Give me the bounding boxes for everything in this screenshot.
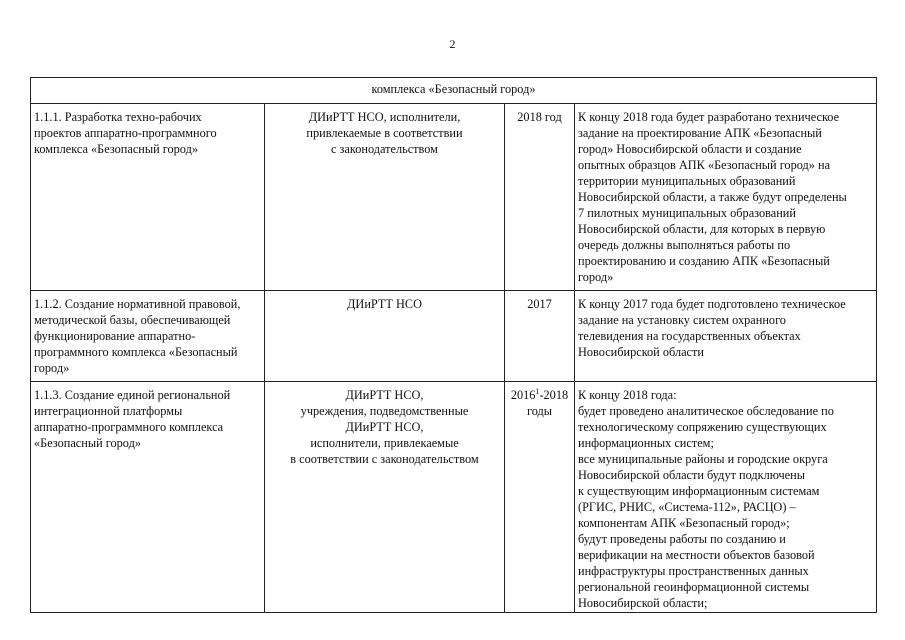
task-line: программного комплекса «Безопасный xyxy=(34,345,238,359)
result-line: (РГИС, РНИС, «Система-112», РАСЦО) – xyxy=(578,500,796,514)
result-line: 7 пилотных муниципальных образований xyxy=(578,206,796,220)
task-cell xyxy=(31,291,265,382)
task-line: «Безопасный город» xyxy=(34,436,141,450)
task-cell xyxy=(31,382,265,613)
table-row xyxy=(31,382,877,613)
executor-line: учреждения, подведомственные xyxy=(300,404,469,418)
task-line: 1.1.3. Создание единой региональной xyxy=(34,388,231,402)
result-line: будут проведены работы по созданию и xyxy=(578,532,786,546)
result-cell xyxy=(575,291,877,382)
term-cell xyxy=(505,382,575,613)
footnote-marker: 1 xyxy=(535,386,540,396)
term-line: годы xyxy=(526,404,553,418)
result-line: технологическому сопряжению существующих xyxy=(578,420,827,434)
task-line: город» xyxy=(34,361,70,375)
executors-cell xyxy=(265,291,505,382)
term-line xyxy=(508,387,571,403)
result-line: проектированию и созданию АПК «Безопасный xyxy=(578,254,830,268)
result-line: территории муниципальных образований xyxy=(578,174,796,188)
executor-line: ДИиРТТ НСО xyxy=(347,297,422,311)
result-line: Новосибирской области xyxy=(578,345,704,359)
result-cell xyxy=(575,104,877,291)
page-number: 2 xyxy=(449,37,456,51)
task-line: методической базы, обеспечивающей xyxy=(34,313,231,327)
result-line: город» xyxy=(578,270,614,284)
task-line: проектов аппаратно-программного xyxy=(34,126,217,140)
executor-line: ДИиРТТ НСО, xyxy=(345,388,424,402)
term-cell xyxy=(505,104,575,291)
table-row xyxy=(31,291,877,382)
result-line: очередь должны выполняться работы по xyxy=(578,238,791,252)
result-line: задание на установку систем охранного xyxy=(578,313,786,327)
task-line: аппаратно-программного комплекса xyxy=(34,420,224,434)
result-line: региональной геоинформационной системы xyxy=(578,580,810,594)
term-line: 2017 xyxy=(527,297,552,311)
result-line: компонентам АПК «Безопасный город»; xyxy=(578,516,790,530)
task-line: функционирование аппаратно- xyxy=(34,329,196,343)
task-line: интеграционной платформы xyxy=(34,404,183,418)
task-line: 1.1.2. Создание нормативной правовой, xyxy=(34,297,241,311)
result-line: Новосибирской области будут подключены xyxy=(578,468,805,482)
result-line: все муниципальные районы и городские округа xyxy=(578,452,828,466)
result-line: город» Новосибирской области и создание xyxy=(578,142,802,156)
result-line: задание на проектирование АПК «Безопасный xyxy=(578,126,822,140)
result-line: Новосибирской области; xyxy=(578,596,708,610)
table-row xyxy=(31,104,877,291)
result-line: Новосибирской области, для которых в первую xyxy=(578,222,826,236)
result-line: информационных систем; xyxy=(578,436,714,450)
term-year-start: 2016 xyxy=(510,388,536,402)
result-line: К концу 2017 года будет подготовлено техническое xyxy=(578,297,846,311)
task-line: 1.1.1. Разработка техно-рабочих xyxy=(34,110,202,124)
result-line: опытных образцов АПК «Безопасный город» на xyxy=(578,158,831,172)
term-cell xyxy=(505,291,575,382)
task-line: комплекса «Безопасный город» xyxy=(34,142,199,156)
term-year-end: -2018 xyxy=(539,388,569,402)
result-line: телевидения на государственных объектах xyxy=(578,329,801,343)
executor-line: ДИиРТТ НСО, xyxy=(345,420,424,434)
result-line: К концу 2018 года будет разработано техническое xyxy=(578,110,840,124)
result-line: к существующим информационным системам xyxy=(578,484,820,498)
result-line: инфраструктуры пространственных данных xyxy=(578,564,809,578)
section-header-row xyxy=(31,78,877,104)
executors-cell xyxy=(265,382,505,613)
executor-line: в соответствии с законодательством xyxy=(290,452,479,466)
result-line: будет проведено аналитическое обследование по xyxy=(578,404,834,418)
executor-line: исполнители, привлекаемые xyxy=(310,436,459,450)
result-line: Новосибирской области, а также будут определены xyxy=(578,190,847,204)
executor-line: ДИиРТТ НСО, исполнители, xyxy=(308,110,461,124)
task-cell xyxy=(31,104,265,291)
executor-line: привлекаемые в соответствии xyxy=(306,126,463,140)
section-header: комплекса «Безопасный город» xyxy=(31,78,877,104)
executors-cell xyxy=(265,104,505,291)
result-line: верификации на местности объектов базовой xyxy=(578,548,815,562)
result-cell xyxy=(575,382,877,613)
plan-table xyxy=(30,77,877,613)
executor-line: с законодательством xyxy=(331,142,438,156)
result-line: К концу 2018 года: xyxy=(578,388,677,402)
term-line: 2018 год xyxy=(517,110,562,124)
